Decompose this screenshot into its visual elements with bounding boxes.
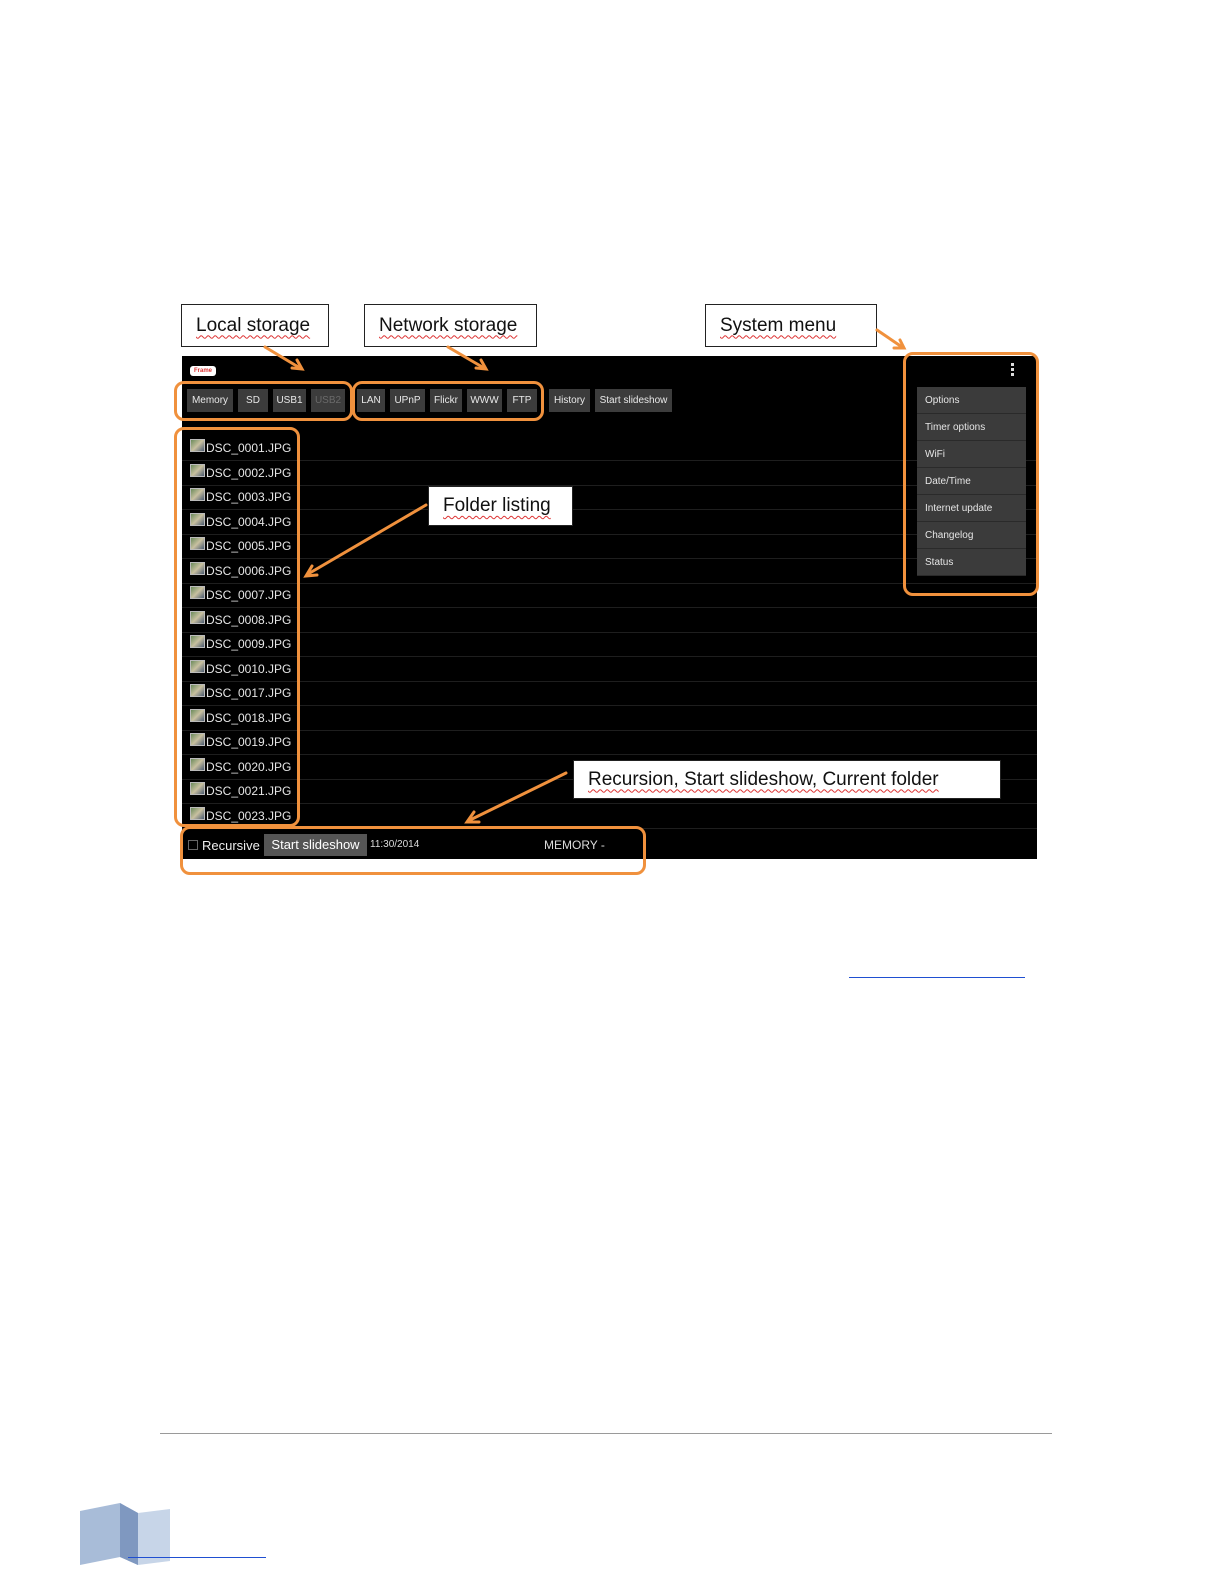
start-slideshow-top-button[interactable]: Start slideshow: [595, 389, 672, 412]
file-name: DSC_0020.JPG: [206, 760, 292, 774]
file-name: DSC_0010.JPG: [206, 662, 292, 676]
usb1-button[interactable]: USB1: [273, 389, 306, 412]
usb2-button[interactable]: USB2: [311, 389, 345, 412]
file-name: DSC_0018.JPG: [206, 711, 292, 725]
callout-bottom-bar-text: Recursion, Start slideshow, Current folder: [588, 768, 939, 790]
menu-item-options[interactable]: Options: [917, 387, 1026, 414]
upnp-button[interactable]: UPnP: [390, 389, 425, 412]
document-link-underline[interactable]: [849, 977, 1025, 978]
callout-folder-listing-text: Folder listing: [443, 495, 551, 516]
file-name: DSC_0021.JPG: [206, 784, 292, 798]
file-name: DSC_0009.JPG: [206, 637, 292, 651]
app-logo: Frame: [190, 366, 216, 376]
file-name: DSC_0005.JPG: [206, 539, 292, 553]
www-button[interactable]: WWW: [467, 389, 502, 412]
memory-button[interactable]: Memory: [187, 389, 233, 412]
menu-item-status[interactable]: Status: [917, 549, 1026, 576]
file-name: DSC_0003.JPG: [206, 490, 292, 504]
flickr-button[interactable]: Flickr: [430, 389, 462, 412]
footer-link-underline[interactable]: [128, 1557, 266, 1558]
footer-rule: [160, 1433, 1052, 1434]
current-folder-text: MEMORY -: [544, 838, 605, 852]
callout-network-storage-text: Network storage: [379, 314, 518, 336]
ftp-button[interactable]: FTP: [507, 389, 537, 412]
datetime-text: 11:30/2014: [370, 839, 420, 850]
menu-item-wifi[interactable]: WiFi: [917, 441, 1026, 468]
menu-item-timer-options[interactable]: Timer options: [917, 414, 1026, 441]
file-name: DSC_0017.JPG: [206, 686, 292, 700]
menu-item-date-time[interactable]: Date/Time: [917, 468, 1026, 495]
sd-button[interactable]: SD: [238, 389, 268, 412]
callout-local-storage-text: Local storage: [196, 314, 311, 336]
file-name: DSC_0008.JPG: [206, 613, 292, 627]
lan-button[interactable]: LAN: [357, 389, 385, 412]
file-name: DSC_0007.JPG: [206, 588, 292, 602]
menu-item-changelog[interactable]: Changelog: [917, 522, 1026, 549]
menu-item-internet-update[interactable]: Internet update: [917, 495, 1026, 522]
callout-system-menu-text: System menu: [720, 314, 837, 336]
file-name: DSC_0004.JPG: [206, 515, 292, 529]
file-name: DSC_0002.JPG: [206, 466, 292, 480]
file-name: DSC_0023.JPG: [206, 809, 292, 823]
start-slideshow-button[interactable]: Start slideshow: [264, 834, 367, 856]
file-name: DSC_0006.JPG: [206, 564, 292, 578]
history-button[interactable]: History: [549, 389, 590, 412]
file-name: DSC_0001.JPG: [206, 441, 292, 455]
recursive-label: Recursive: [202, 838, 260, 853]
file-name: DSC_0019.JPG: [206, 735, 292, 749]
